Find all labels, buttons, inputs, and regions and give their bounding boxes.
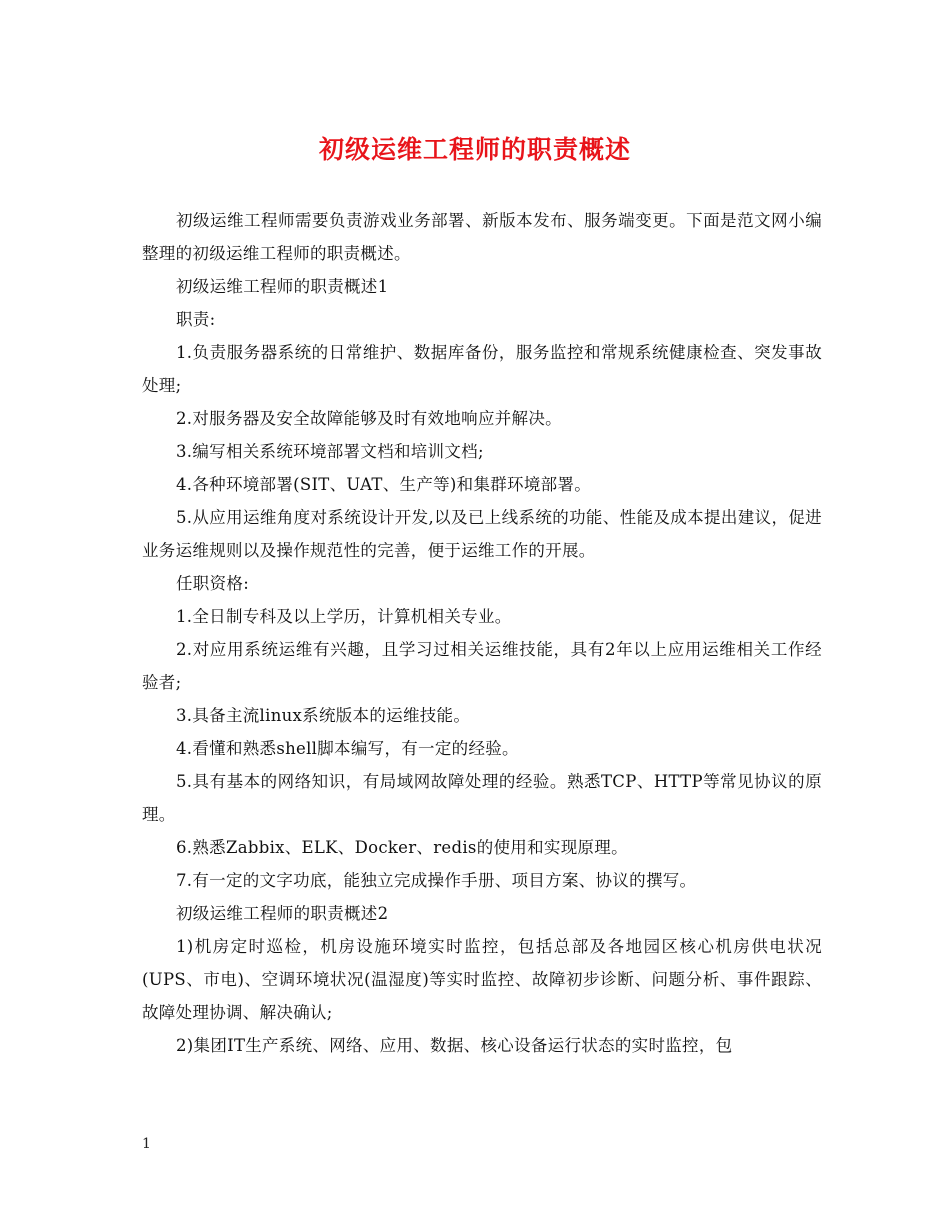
document-title: 初级运维工程师的职责概述 — [318, 135, 631, 164]
document-body — [142, 204, 822, 1062]
list-item: 3.具备主流linux系统版本的运维技能。 — [176, 706, 471, 725]
list-item: 5.具有基本的网络知识，有局域网故障处理的经验。熟悉TCP、HTTP等常见协议的原理。 — [142, 772, 822, 824]
section-heading: 初级运维工程师的职责概述1 — [176, 277, 389, 296]
paragraph: 任职资格: — [176, 574, 250, 593]
section-heading: 初级运维工程师的职责概述2 — [176, 904, 389, 923]
list-item: 6.熟悉Zabbix、ELK、Docker、redis的使用和实现原理。 — [176, 838, 628, 857]
list-item: 7.有一定的文字功底，能独立完成操作手册、项目方案、协议的撰写。 — [176, 871, 697, 890]
paragraph: 初级运维工程师需要负责游戏业务部署、新版本发布、服务端变更。下面是范文网小编整理的初级运维工程师的职责概述。 — [142, 211, 822, 263]
list-item: 1)机房定时巡检，机房设施环境实时监控，包括总部及各地园区核心机房供电状况(UPS、市电)、空调环境状况(温湿度)等实时监控、故障初步诊断、问题分析、事件跟踪、故障处理协调、解决确认; — [142, 937, 822, 1022]
list-item: 2.对服务器及安全故障能够及时有效地响应并解决。 — [176, 409, 562, 428]
list-item: 5.从应用运维角度对系统设计开发,以及已上线系统的功能、性能及成本提出建议，促进业务运维规则以及操作规范性的完善，便于运维工作的开展。 — [142, 508, 822, 560]
list-item: 1.负责服务器系统的日常维护、数据库备份，服务监控和常规系统健康检查、突发事故处理; — [142, 343, 822, 395]
list-item: 4.各种环境部署(SIT、UAT、生产等)和集群环境部署。 — [176, 475, 592, 494]
list-item: 2)集团IT生产系统、网络、应用、数据、核心设备运行状态的实时监控，包 — [176, 1036, 733, 1055]
list-item: 3.编写相关系统环境部署文档和培训文档; — [176, 442, 484, 461]
list-item: 4.看懂和熟悉shell脚本编写，有一定的经验。 — [176, 739, 519, 758]
paragraph: 职责: — [176, 310, 216, 329]
list-item: 2.对应用系统运维有兴趣，且学习过相关运维技能，具有2年以上应用运维相关工作经验者; — [142, 640, 822, 692]
list-item: 1.全日制专科及以上学历，计算机相关专业。 — [176, 607, 512, 626]
page-number: 1 — [142, 1136, 151, 1152]
